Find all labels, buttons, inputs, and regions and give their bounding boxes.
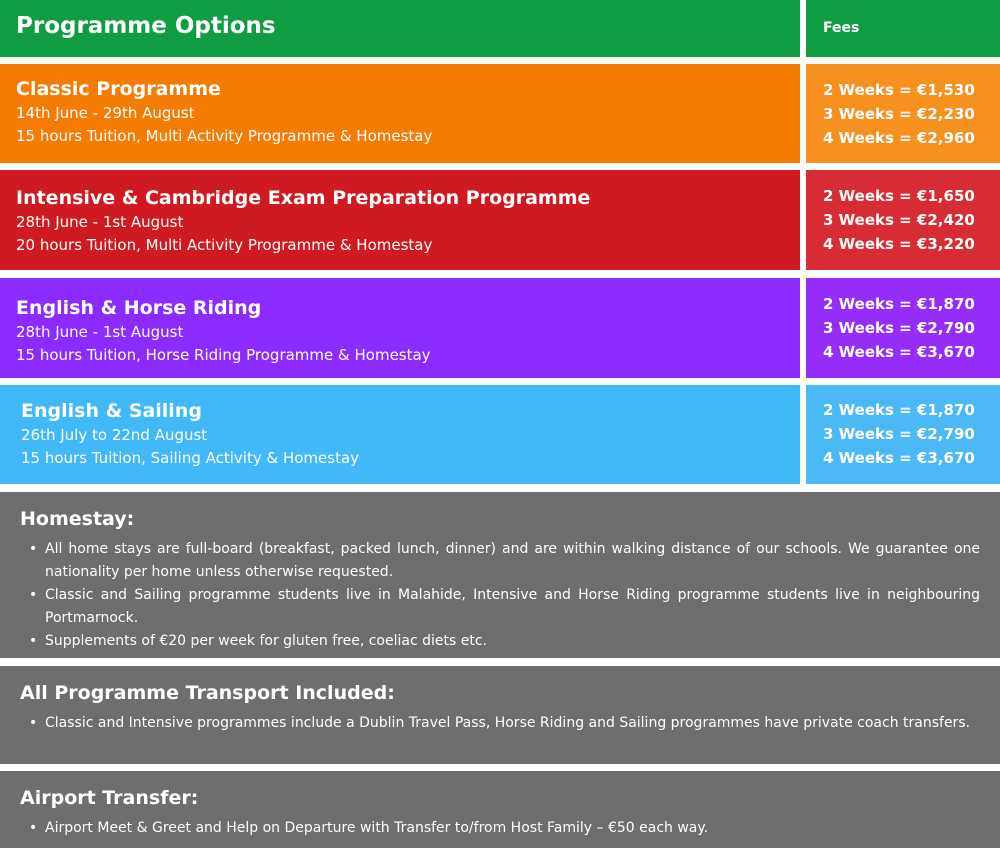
fee-4-weeks: 4 Weeks = €3,220 xyxy=(823,235,975,253)
programme-details: 20 hours Tuition, Multi Activity Programme & Homestay xyxy=(16,236,433,254)
fee-2-weeks: 2 Weeks = €1,870 xyxy=(823,295,975,313)
programme-dates: 26th July to 22nd August xyxy=(21,426,208,444)
list-item: • Airport Meet & Greet and Help on Departure with Transfer to/from Host Family – €50 each way. xyxy=(45,817,980,840)
fee-3-weeks: 3 Weeks = €2,230 xyxy=(823,105,975,123)
fees-header: Fees xyxy=(806,0,1000,57)
fee-2-weeks: 2 Weeks = €1,530 xyxy=(823,81,975,99)
programme-details: 15 hours Tuition, Multi Activity Programme & Homestay xyxy=(16,127,433,145)
programme-dates: 28th June - 1st August xyxy=(16,213,184,231)
airport-list xyxy=(20,817,980,840)
list-item: • Classic and Intensive programmes include a Dublin Travel Pass, Horse Riding and Sailing programmes have private coach transfers. xyxy=(45,712,980,735)
page-title: Programme Options xyxy=(16,13,276,39)
fee-3-weeks: 3 Weeks = €2,420 xyxy=(823,211,975,229)
fee-2-weeks: 2 Weeks = €1,650 xyxy=(823,187,975,205)
fee-3-weeks: 3 Weeks = €2,790 xyxy=(823,319,975,337)
programme-classic xyxy=(0,64,800,163)
programme-title: English & Sailing xyxy=(21,400,202,422)
section-title: Homestay: xyxy=(20,508,135,530)
section-title: Airport Transfer: xyxy=(20,787,199,809)
programme-details: 15 hours Tuition, Sailing Activity & Homestay xyxy=(21,449,360,467)
programme-title: Intensive & Cambridge Exam Preparation Programme xyxy=(16,187,591,209)
programme-title: English & Horse Riding xyxy=(16,297,262,319)
fees-horse-riding xyxy=(806,278,1000,378)
fees-classic xyxy=(806,64,1000,163)
transport-list xyxy=(20,712,980,735)
homestay-section xyxy=(0,492,1000,658)
fees-intensive xyxy=(806,170,1000,270)
section-title: All Programme Transport Included: xyxy=(20,682,395,704)
transport-section xyxy=(0,666,1000,764)
programme-horse-riding xyxy=(0,278,800,378)
list-item: • Classic and Sailing programme students live in Malahide, Intensive and Horse Riding programme students live in neighbouring Portmarnock. xyxy=(45,584,980,630)
programme-options-header xyxy=(0,0,800,57)
fees-sailing xyxy=(806,385,1000,484)
programme-title: Classic Programme xyxy=(16,78,221,100)
homestay-list xyxy=(20,538,980,653)
programme-dates: 28th June - 1st August xyxy=(16,323,184,341)
fee-3-weeks: 3 Weeks = €2,790 xyxy=(823,425,975,443)
fee-4-weeks: 4 Weeks = €2,960 xyxy=(823,129,975,147)
list-item: • All home stays are full-board (breakfast, packed lunch, dinner) and are within walking distance of our schools. We guarantee one nationality per home unless otherwise requested. xyxy=(45,538,980,584)
programme-dates: 14th June - 29th August xyxy=(16,104,195,122)
list-item: • Supplements of €20 per week for gluten free, coeliac diets etc. xyxy=(45,630,980,653)
programme-sailing xyxy=(0,385,800,484)
programme-intensive xyxy=(0,170,800,270)
fee-2-weeks: 2 Weeks = €1,870 xyxy=(823,401,975,419)
airport-transfer-section xyxy=(0,771,1000,848)
fee-4-weeks: 4 Weeks = €3,670 xyxy=(823,343,975,361)
programme-details: 15 hours Tuition, Horse Riding Programme & Homestay xyxy=(16,346,431,364)
fee-4-weeks: 4 Weeks = €3,670 xyxy=(823,449,975,467)
